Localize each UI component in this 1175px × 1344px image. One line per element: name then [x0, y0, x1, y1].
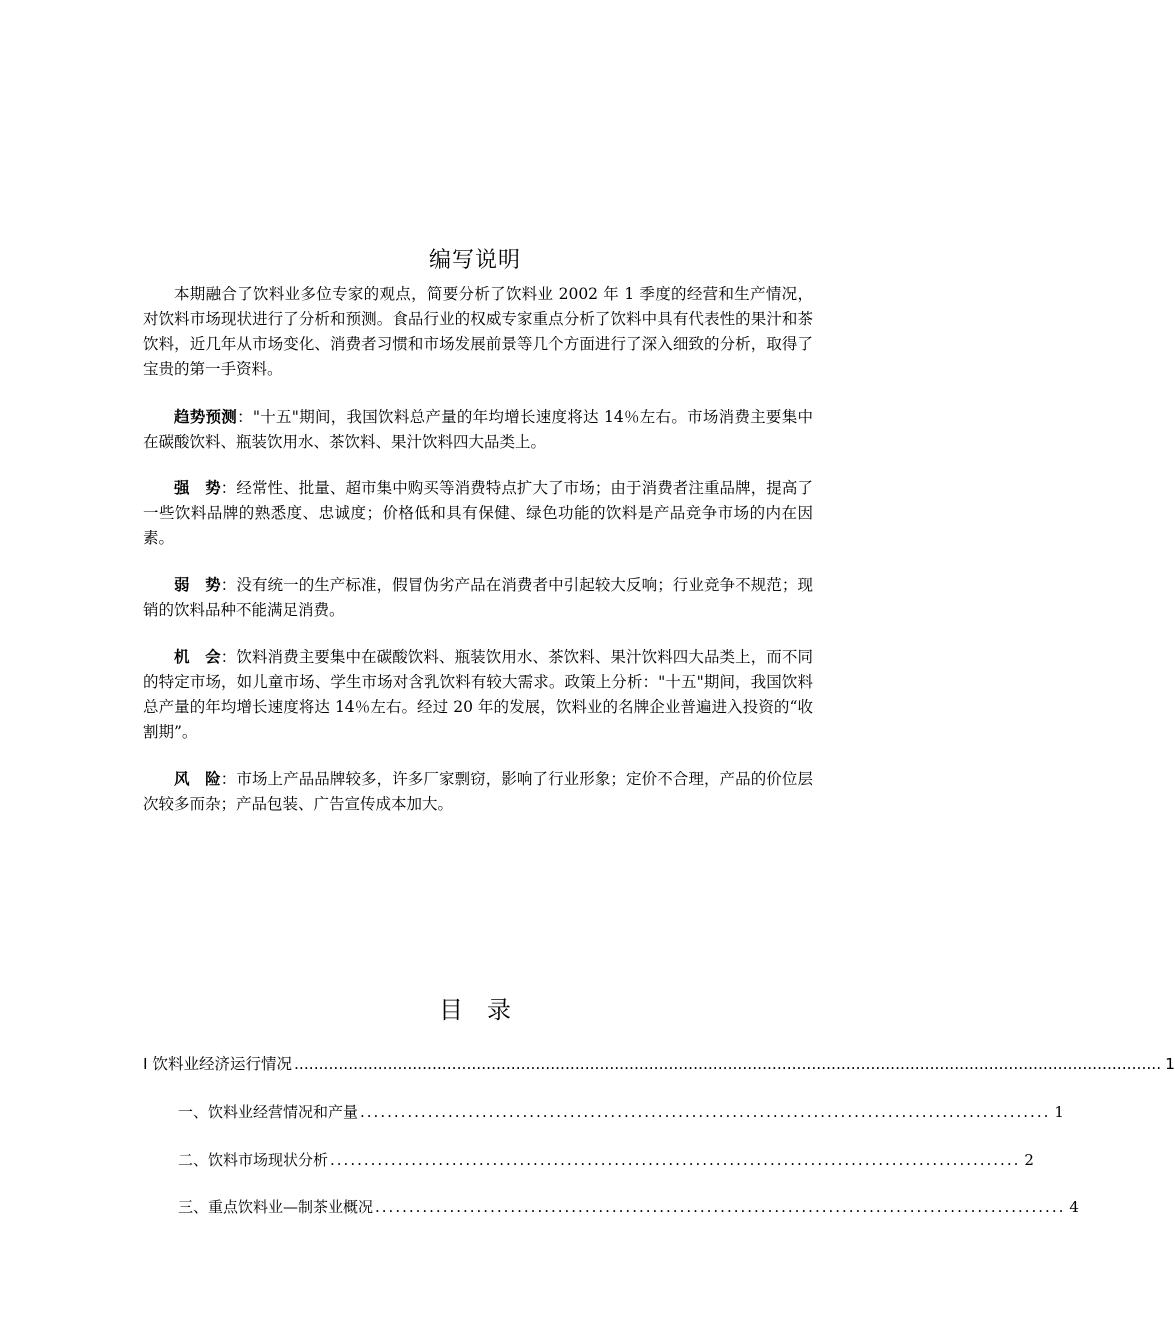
- intro-title: 编写说明: [428, 248, 521, 273]
- toc-title: 目录: [439, 996, 535, 1024]
- toc-entry[interactable]: [178, 1196, 1079, 1217]
- toc-leader-dots: ......................................................................................................: [360, 1103, 1051, 1121]
- intro-paragraph: [143, 282, 813, 382]
- toc-entry-page: 2: [1024, 1151, 1034, 1169]
- toc-entry-title: I 饮料业经济运行情况: [143, 1055, 292, 1073]
- toc-entry-page: 1: [1054, 1103, 1064, 1121]
- toc-entry[interactable]: [178, 1149, 1034, 1170]
- trend-section: [143, 405, 813, 455]
- opportunity-text: 饮料消费主要集中在碳酸饮料、瓶装饮用水、茶饮料、果汁饮料四大品类上，而不同的特定市场，如儿童市场、学生市场对含乳饮料有较大需求。政策上分析："十五"期间，我国饮料总产量的年均增长速度将达 14％左右。经过 20 年的发展，饮料业的名牌企业普遍进入投资的“收割期”。: [143, 648, 813, 741]
- risk-sep: ：: [220, 770, 237, 788]
- toc-entry-title: 二、饮料市场现状分析: [178, 1151, 329, 1169]
- risk-section: [143, 767, 813, 817]
- weakness-section: [143, 573, 813, 623]
- weakness-sep: ：: [220, 576, 237, 594]
- weakness-label: 弱 势: [174, 576, 221, 594]
- intro-body: 本期融合了饮料业多位专家的观点，简要分析了饮料业 2002 年 1 季度的经营和生产情况，对饮料市场现状进行了分析和预测。食品行业的权威专家重点分析了饮料中具有代表性的果汁和茶饮料，近几年从市场变化、消费者习惯和市场发展前景等几个方面进行了深入细致的分析，取得了宝贵的第一手资料。: [143, 285, 813, 378]
- risk-label: 风 险: [174, 770, 221, 788]
- toc-entry[interactable]: [178, 1101, 1064, 1122]
- strength-text: 经常性、批量、超市集中购买等消费特点扩大了市场；由于消费者注重品牌，提高了一些饮料品牌的熟悉度、忠诚度；价格低和具有保健、绿色功能的饮料是产品竞争市场的内在因素。: [143, 479, 813, 547]
- weakness-text: 没有统一的生产标准，假冒伪劣产品在消费者中引起较大反响；行业竞争不规范；现销的饮料品种不能满足消费。: [143, 576, 813, 619]
- trend-sep: ：: [237, 408, 253, 426]
- trend-label: 趋势预测: [174, 408, 238, 426]
- toc-entry-title: 一、饮料业经营情况和产量: [178, 1103, 359, 1121]
- strength-sep: ：: [220, 479, 237, 497]
- toc-leader-dots: ......................................................................................................: [330, 1151, 1021, 1169]
- toc-entry-page: 4: [1069, 1198, 1079, 1216]
- strength-section: [143, 476, 813, 551]
- toc-entry-page: 1: [1165, 1055, 1175, 1073]
- toc-entry[interactable]: [143, 1052, 1175, 1074]
- toc-leader-dots: ......................................................................................................: [375, 1198, 1066, 1216]
- opportunity-label: 机 会: [174, 648, 221, 666]
- trend-text: "十五"期间，我国饮料总产量的年均增长速度将达 14％左右。市场消费主要集中在碳酸饮料、瓶装饮用水、茶饮料、果汁饮料四大品类上。: [143, 408, 813, 451]
- toc-leader-dots: ................................................................................................................................................................................: [294, 1055, 1162, 1073]
- strength-label: 强 势: [174, 479, 221, 497]
- opportunity-section: [143, 645, 813, 745]
- opportunity-sep: ：: [220, 648, 237, 666]
- toc-entry-title: 三、重点饮料业—制茶业概况: [178, 1198, 374, 1216]
- risk-text: 市场上产品品牌较多，许多厂家剽窃，影响了行业形象；定价不合理，产品的价位层次较多而杂；产品包装、广告宣传成本加大。: [143, 770, 813, 813]
